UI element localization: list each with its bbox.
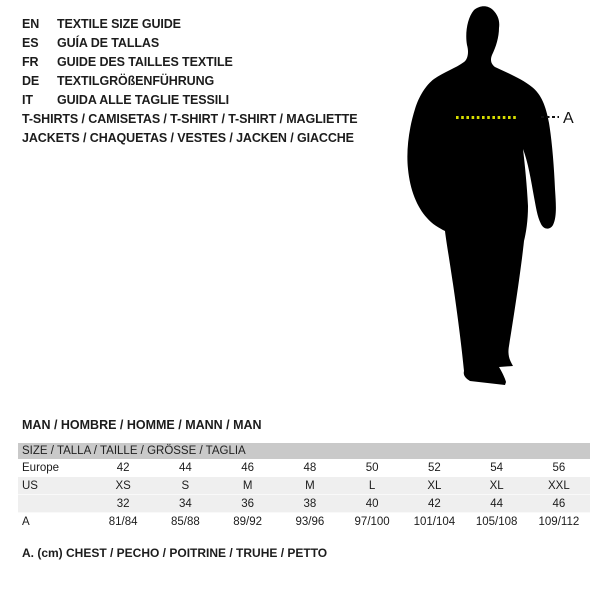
size-cell: 44 — [178, 462, 192, 474]
row-label: A — [22, 516, 30, 528]
lang-label: TEXTILGRÖßENFÜHRUNG — [57, 74, 215, 88]
section-title-man: MAN / HOMBRE / HOMME / MANN / MAN — [22, 418, 262, 432]
size-cell: L — [368, 480, 376, 492]
size-cell: 50 — [365, 462, 379, 474]
man-silhouette — [407, 6, 556, 385]
size-cell: M — [242, 480, 253, 492]
lang-label: TEXTILE SIZE GUIDE — [57, 17, 181, 31]
size-cell: 42 — [427, 498, 441, 510]
size-cell: S — [181, 480, 190, 492]
size-cell: 40 — [365, 498, 379, 510]
table-row-us-numeric — [18, 495, 590, 513]
size-cell: 36 — [241, 498, 255, 510]
lang-label: GUÍA DE TALLAS — [57, 36, 160, 50]
row-label: Europe — [22, 462, 60, 474]
size-cell: 46 — [552, 498, 566, 510]
size-cell: 93/96 — [295, 516, 325, 528]
size-cell: 81/84 — [108, 516, 138, 528]
size-cell: 85/88 — [170, 516, 200, 528]
table-row-europe — [18, 459, 590, 477]
size-cell: 32 — [116, 498, 130, 510]
size-cell: 97/100 — [354, 516, 390, 528]
lang-label: GUIDA ALLE TAGLIE TESSILI — [57, 93, 230, 107]
table-row-chest-a — [18, 513, 590, 531]
size-table — [18, 443, 590, 531]
size-cell: M — [305, 480, 315, 492]
size-cell: 42 — [116, 462, 130, 474]
lang-code: DE — [22, 74, 40, 88]
size-cell: 34 — [178, 498, 192, 510]
size-cell: 46 — [241, 462, 255, 474]
size-cell: XL — [427, 480, 442, 492]
size-cell: 101/104 — [413, 516, 456, 528]
size-cell: 48 — [303, 462, 317, 474]
size-cell: 44 — [490, 498, 504, 510]
category-line-jackets: JACKETS / CHAQUETAS / VESTES / JACKEN / GIACCHE — [22, 131, 354, 145]
lang-code: ES — [22, 36, 39, 50]
size-cell: 89/92 — [233, 516, 263, 528]
size-cell: XS — [115, 480, 131, 492]
lang-label: GUIDE DES TAILLES TEXTILE — [57, 55, 233, 69]
size-cell: 109/112 — [538, 516, 580, 528]
size-cell: 56 — [552, 462, 566, 474]
size-cell: 105/108 — [475, 516, 518, 528]
lang-code: IT — [22, 93, 33, 107]
lang-code: FR — [22, 55, 39, 69]
size-cell: XXL — [548, 480, 570, 492]
row-label — [18, 495, 92, 512]
row-label: US — [22, 480, 38, 492]
table-row-us — [18, 477, 590, 495]
size-cell: 38 — [303, 498, 317, 510]
lang-code: EN — [22, 17, 40, 31]
size-cell: 52 — [427, 462, 441, 474]
size-table-header: SIZE / TALLA / TAILLE / GRÖSSE / TAGLIA — [18, 443, 590, 459]
measurement-label-a: A — [563, 110, 574, 127]
size-cell: 54 — [490, 462, 504, 474]
category-line-tshirts: T-SHIRTS / CAMISETAS / T-SHIRT / T-SHIRT / MAGLIETTE — [22, 112, 358, 126]
footnote-chest: A. (cm) CHEST / PECHO / POITRINE / TRUHE / PETTO — [22, 546, 328, 560]
size-cell: XL — [489, 480, 504, 492]
